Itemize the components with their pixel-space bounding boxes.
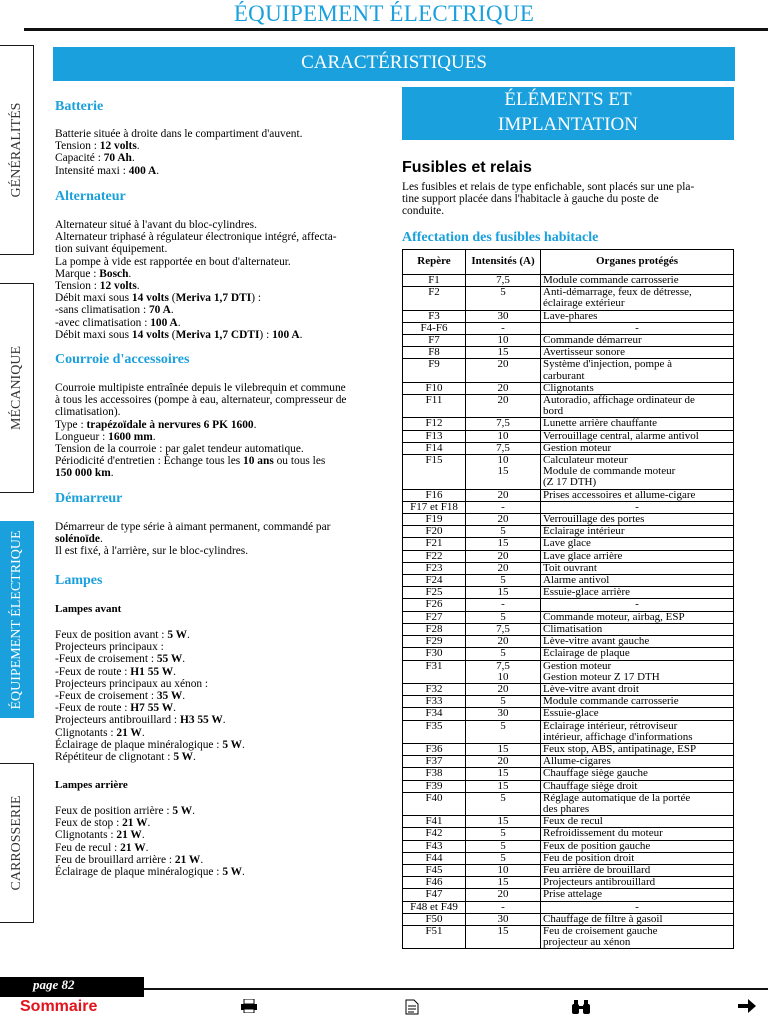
cell-organe: Feu de position droit: [541, 852, 734, 864]
cell-intensite: 20: [466, 683, 541, 695]
cell-organe: Commande démarreur: [541, 335, 734, 347]
cell-intensite: 20: [466, 550, 541, 562]
cell-intensite: 15: [466, 925, 541, 948]
fusibles-subtitle: Affectation des fusibles habitacle: [402, 230, 599, 245]
table-row: [403, 636, 734, 648]
next-arrow-icon[interactable]: [738, 999, 756, 1018]
cell-organe: Toit ouvrant: [541, 562, 734, 574]
table-row: [403, 696, 734, 708]
lamp-line: -Feux de route : H7 55 W.: [55, 702, 176, 715]
table-row: [403, 310, 734, 322]
lamp-line: Feu de recul : 21 W.: [55, 841, 149, 854]
cell-intensite: 7,5: [466, 442, 541, 454]
cell-repere: F33: [403, 696, 466, 708]
table-row: [403, 455, 734, 490]
text-line: Il est fixé, à l'arrière, sur le bloc-cylindres.: [55, 545, 249, 558]
table-row: [403, 538, 734, 550]
cell-intensite: 5: [466, 611, 541, 623]
table-row: [403, 648, 734, 660]
table-row: [403, 347, 734, 359]
cell-organe: Feux de recul: [541, 816, 734, 828]
table-row: [403, 708, 734, 720]
lamp-line: -Feux de route : H1 55 W.: [55, 665, 176, 678]
heading-demarreur: Démarreur: [55, 491, 123, 506]
cell-repere: F28: [403, 623, 466, 635]
cell-organe: Lunette arrière chauffante: [541, 418, 734, 430]
text-line: Batterie située à droite dans le compartiment d'auvent.: [55, 128, 303, 140]
table-row: [403, 430, 734, 442]
text-line: Longueur : 1600 mm.: [55, 430, 156, 443]
table-row: [403, 913, 734, 925]
text-line: conduite.: [402, 205, 445, 218]
subheading-lampes-avant: Lampes avant: [55, 603, 122, 615]
cell-organe: Anti-démarrage, feux de détresse, éclairage extérieur: [541, 287, 734, 310]
binoculars-icon[interactable]: [571, 999, 591, 1020]
cell-intensite: 15: [466, 877, 541, 889]
cell-repere: F4-F6: [403, 322, 466, 334]
table-row: [403, 780, 734, 792]
table-row: [403, 322, 734, 334]
lamp-line: Clignotants : 21 W.: [55, 726, 145, 739]
subheading-lampes-arriere: Lampes arrière: [55, 779, 128, 791]
cell-repere: F11: [403, 395, 466, 418]
text-line: Tension : 12 volts.: [55, 140, 140, 153]
cell-intensite: 10: [466, 335, 541, 347]
cell-intensite: 15: [466, 538, 541, 550]
cell-organe: Prises accessoires et allume-cigare: [541, 489, 734, 501]
banner-line: IMPLANTATION: [498, 114, 638, 135]
cell-repere: F46: [403, 877, 466, 889]
table-row: [403, 623, 734, 635]
cell-organe: Lève-vitre avant gauche: [541, 636, 734, 648]
cell-intensite: 5: [466, 648, 541, 660]
table-row: [403, 901, 734, 913]
cell-organe: Clignotants: [541, 382, 734, 394]
cell-repere: F19: [403, 514, 466, 526]
table-row: [403, 599, 734, 611]
lamp-line: Feux de position avant : 5 W.: [55, 629, 190, 641]
cell-organe: Éclairage de plaque: [541, 648, 734, 660]
cell-organe: Essuie-glace arrière: [541, 587, 734, 599]
cell-intensite: 5: [466, 792, 541, 815]
heading-courroie: Courroie d'accessoires: [55, 352, 190, 367]
table-row: [403, 489, 734, 501]
cell-repere: F37: [403, 756, 466, 768]
cell-repere: F7: [403, 335, 466, 347]
cell-intensite: 30: [466, 310, 541, 322]
batterie-text: [55, 128, 386, 177]
cell-repere: F26: [403, 599, 466, 611]
table-row: [403, 395, 734, 418]
cell-repere: F10: [403, 382, 466, 394]
cell-intensite: -: [466, 322, 541, 334]
text-line: tion suivant équipement.: [55, 243, 168, 256]
cell-organe: Climatisation: [541, 623, 734, 635]
table-row: [403, 359, 734, 382]
cell-organe: Commande moteur, airbag, ESP: [541, 611, 734, 623]
tab-generalites[interactable]: [0, 45, 34, 255]
cell-repere: F34: [403, 708, 466, 720]
cell-organe: -: [541, 901, 734, 913]
table-row: [403, 925, 734, 948]
text-line: à tous les accessoires (pompe à eau, alternateur, compresseur de: [55, 394, 347, 407]
cell-organe: -: [541, 599, 734, 611]
cell-repere: F50: [403, 913, 466, 925]
cell-organe: Feu arrière de brouillard: [541, 864, 734, 876]
cell-organe: -: [541, 322, 734, 334]
text-line: Tension : 12 volts.: [55, 280, 140, 293]
cell-repere: F51: [403, 925, 466, 948]
cell-organe: Lave glace: [541, 538, 734, 550]
lamp-line: Éclairage de plaque minéralogique : 5 W.: [55, 866, 245, 879]
courroie-text: [55, 382, 386, 480]
cell-repere: F27: [403, 611, 466, 623]
text-line: solénoïde.: [55, 533, 103, 546]
cell-organe: Feux stop, ABS, antipatinage, ESP: [541, 743, 734, 755]
cell-intensite: 5: [466, 828, 541, 840]
table-row: [403, 526, 734, 538]
table-row: [403, 514, 734, 526]
table-row: [403, 382, 734, 394]
table-row: [403, 864, 734, 876]
text-line: Alternateur triphasé à régulateur électronique intégré, affecta-: [55, 231, 337, 244]
cell-intensite: 7,5: [466, 418, 541, 430]
table-row: [403, 587, 734, 599]
cell-intensite: 5: [466, 696, 541, 708]
cell-intensite: 20: [466, 382, 541, 394]
table-row: [403, 501, 734, 513]
table-row: [403, 877, 734, 889]
lamp-line: -Feux de croisement : 55 W.: [55, 653, 186, 666]
header-rule: [24, 28, 768, 31]
cell-repere: F42: [403, 828, 466, 840]
cell-intensite: 20: [466, 636, 541, 648]
cell-repere: F29: [403, 636, 466, 648]
page-title: ÉQUIPEMENT ÉLECTRIQUE: [233, 1, 535, 26]
cell-organe: Feu de croisement gauche projecteur au xénon: [541, 925, 734, 948]
text-line: Débit maxi sous 14 volts (Meriva 1,7 CDTI) : 100 A.: [55, 328, 303, 341]
cell-organe: Gestion moteur Gestion moteur Z 17 DTH: [541, 660, 734, 683]
text-line: Courroie multipiste entraînée depuis le vilebrequin et commune: [55, 382, 346, 394]
lamp-line: Feux de stop : 21 W.: [55, 817, 151, 830]
cell-repere: F12: [403, 418, 466, 430]
text-line: Type : trapézoïdale à nervures 6 PK 1600.: [55, 418, 257, 431]
cell-intensite: 15: [466, 768, 541, 780]
cell-intensite: -: [466, 599, 541, 611]
cell-repere: F22: [403, 550, 466, 562]
table-row: [403, 852, 734, 864]
cell-repere: F44: [403, 852, 466, 864]
cell-repere: F1: [403, 275, 466, 287]
tab-label: CARROSSERIE: [8, 795, 24, 891]
cell-organe: Module commande carrosserie: [541, 275, 734, 287]
heading-batterie: Batterie: [55, 99, 104, 114]
cell-intensite: 20: [466, 489, 541, 501]
cell-organe: Calculateur moteur Module de commande moteur (Z 17 DTH): [541, 455, 734, 490]
column-header: Intensités (A): [466, 250, 541, 275]
cell-repere: F3: [403, 310, 466, 322]
cell-intensite: -: [466, 901, 541, 913]
cell-intensite: 5: [466, 840, 541, 852]
cell-intensite: 20: [466, 889, 541, 901]
cell-organe: Avertisseur sonore: [541, 347, 734, 359]
text-line: Les fusibles et relais de type enfichable, sont placés sur une pla-: [402, 181, 695, 193]
fusibles-intro: [402, 181, 734, 218]
cell-organe: Verrouillage des portes: [541, 514, 734, 526]
text-line: Démarreur de type série à aimant permanent, commandé par: [55, 521, 331, 533]
text-line: tine support placée dans l'habitacle à gauche du poste de: [402, 193, 659, 206]
lampes-arriere-list: [55, 805, 386, 878]
cell-organe: Éclairage intérieur, rétroviseur intérieur, affichage d'informations: [541, 720, 734, 743]
text-line: Marque : Bosch.: [55, 267, 132, 280]
demarreur-text: [55, 521, 386, 558]
cell-intensite: 15: [466, 743, 541, 755]
cell-intensite: 15: [466, 816, 541, 828]
cell-organe: Autoradio, affichage ordinateur de bord: [541, 395, 734, 418]
cell-repere: F14: [403, 442, 466, 454]
cell-intensite: 20: [466, 756, 541, 768]
table-row: [403, 889, 734, 901]
cell-repere: F17 et F18: [403, 501, 466, 513]
cell-intensite: 7,5: [466, 275, 541, 287]
text-line: Tension de la courroie : par galet tendeur automatique.: [55, 443, 304, 456]
cell-repere: F21: [403, 538, 466, 550]
cell-organe: Module commande carrosserie: [541, 696, 734, 708]
table-row: [403, 335, 734, 347]
cell-organe: Réglage automatique de la portée des phares: [541, 792, 734, 815]
cell-organe: Alarme antivol: [541, 575, 734, 587]
sommaire-link[interactable]: Sommaire: [20, 998, 98, 1015]
table-row: [403, 756, 734, 768]
cell-repere: F23: [403, 562, 466, 574]
cell-repere: F8: [403, 347, 466, 359]
text-line: Alternateur situé à l'avant du bloc-cylindres.: [55, 219, 257, 231]
lamp-line: Feu de brouillard arrière : 21 W.: [55, 853, 204, 866]
cell-intensite: 5: [466, 720, 541, 743]
cell-repere: F40: [403, 792, 466, 815]
lamp-line: Clignotants : 21 W.: [55, 829, 145, 842]
heading-alternateur: Alternateur: [55, 189, 126, 204]
cell-repere: F2: [403, 287, 466, 310]
fuse-table: [402, 249, 734, 949]
table-row: [403, 768, 734, 780]
cell-organe: Lave glace arrière: [541, 550, 734, 562]
tab-carrosserie[interactable]: [0, 763, 34, 923]
cell-organe: Chauffage siège droit: [541, 780, 734, 792]
lampes-avant-list: [55, 629, 386, 763]
cell-organe: Éclairage intérieur: [541, 526, 734, 538]
elements-banner: [402, 87, 734, 140]
cell-intensite: 10: [466, 864, 541, 876]
cell-repere: F47: [403, 889, 466, 901]
cell-organe: Gestion moteur: [541, 442, 734, 454]
tab-label: GÉNÉRALITÉS: [8, 102, 24, 198]
table-row: [403, 275, 734, 287]
tab-mecanique[interactable]: [0, 283, 34, 493]
table-row: [403, 442, 734, 454]
cell-intensite: 10 15: [466, 455, 541, 490]
text-line: -avec climatisation : 100 A.: [55, 316, 181, 329]
document-icon[interactable]: [405, 999, 419, 1020]
column-header: Repère: [403, 250, 466, 275]
lamp-line: Feux de position arrière : 5 W.: [55, 805, 195, 817]
text-line: Intensité maxi : 400 A.: [55, 164, 160, 177]
cell-intensite: 10: [466, 430, 541, 442]
text-line: climatisation).: [55, 406, 121, 419]
cell-repere: F9: [403, 359, 466, 382]
cell-repere: F15: [403, 455, 466, 490]
lamp-line: Éclairage de plaque minéralogique : 5 W.: [55, 738, 245, 751]
cell-intensite: 30: [466, 708, 541, 720]
table-row: [403, 816, 734, 828]
cell-intensite: 20: [466, 562, 541, 574]
lamp-line: -Feux de croisement : 35 W.: [55, 690, 186, 703]
cell-repere: F39: [403, 780, 466, 792]
cell-intensite: 7,5 10: [466, 660, 541, 683]
fusibles-title: Fusibles et relais: [402, 159, 532, 176]
cell-organe: Allume-cigares: [541, 756, 734, 768]
cell-intensite: 30: [466, 913, 541, 925]
cell-repere: F20: [403, 526, 466, 538]
lamp-line: Projecteurs principaux au xénon :: [55, 677, 209, 690]
text-line: Débit maxi sous 14 volts (Meriva 1,7 DTI) :: [55, 292, 261, 305]
table-row: [403, 840, 734, 852]
cell-intensite: -: [466, 501, 541, 513]
cell-repere: F35: [403, 720, 466, 743]
table-row: [403, 792, 734, 815]
cell-organe: Chauffage siège gauche: [541, 768, 734, 780]
cell-organe: Refroidissement du moteur: [541, 828, 734, 840]
tab-equipement-electrique[interactable]: [0, 521, 34, 718]
cell-organe: Lave-phares: [541, 310, 734, 322]
lamp-line: Projecteurs principaux :: [55, 641, 164, 654]
page-number: page 82: [0, 977, 144, 997]
table-row: [403, 575, 734, 587]
cell-repere: F43: [403, 840, 466, 852]
table-row: [403, 611, 734, 623]
cell-intensite: 15: [466, 780, 541, 792]
cell-repere: F30: [403, 648, 466, 660]
tab-label: MÉCANIQUE: [8, 346, 24, 430]
cell-repere: F36: [403, 743, 466, 755]
lamp-line: Répétiteur de clignotant : 5 W.: [55, 751, 196, 764]
cell-intensite: 20: [466, 359, 541, 382]
cell-repere: F31: [403, 660, 466, 683]
cell-intensite: 7,5: [466, 623, 541, 635]
table-row: [403, 550, 734, 562]
cell-organe: Projecteurs antibrouillard: [541, 877, 734, 889]
table-row: [403, 683, 734, 695]
table-row: [403, 562, 734, 574]
cell-intensite: 20: [466, 395, 541, 418]
cell-organe: Chauffage de filtre à gasoil: [541, 913, 734, 925]
text-line: Capacité : 70 Ah.: [55, 152, 135, 165]
cell-intensite: 5: [466, 575, 541, 587]
cell-intensite: 15: [466, 347, 541, 359]
cell-repere: F32: [403, 683, 466, 695]
cell-repere: F45: [403, 864, 466, 876]
cell-repere: F38: [403, 768, 466, 780]
print-icon[interactable]: [240, 999, 258, 1018]
table-row: [403, 418, 734, 430]
text-line: Périodicité d'entretien : Échange tous les 10 ans ou tous les: [55, 455, 326, 468]
cell-organe: Système d'injection, pompe à carburant: [541, 359, 734, 382]
heading-lampes: Lampes: [55, 573, 103, 588]
column-header: Organes protégés: [541, 250, 734, 275]
text-line: 150 000 km.: [55, 467, 114, 480]
cell-organe: Feux de position gauche: [541, 840, 734, 852]
cell-intensite: 5: [466, 287, 541, 310]
cell-intensite: 5: [466, 526, 541, 538]
lamp-line: Projecteurs antibrouillard : H3 55 W.: [55, 714, 226, 727]
cell-repere: F24: [403, 575, 466, 587]
tab-label: ÉQUIPEMENT ÉLECTRIQUE: [8, 530, 24, 709]
table-row: [403, 828, 734, 840]
table-row: [403, 720, 734, 743]
cell-repere: F25: [403, 587, 466, 599]
text-line: -sans climatisation : 70 A.: [55, 304, 174, 317]
cell-repere: F13: [403, 430, 466, 442]
cell-organe: Lève-vitre avant droit: [541, 683, 734, 695]
cell-repere: F48 et F49: [403, 901, 466, 913]
cell-organe: Verrouillage central, alarme antivol: [541, 430, 734, 442]
cell-repere: F41: [403, 816, 466, 828]
cell-intensite: 20: [466, 514, 541, 526]
table-row: [403, 660, 734, 683]
cell-intensite: 15: [466, 587, 541, 599]
cell-organe: -: [541, 501, 734, 513]
banner-line: ÉLÉMENTS ET: [504, 89, 632, 110]
table-row: [403, 287, 734, 310]
cell-intensite: 5: [466, 852, 541, 864]
table-row: [403, 743, 734, 755]
cell-repere: F16: [403, 489, 466, 501]
cell-organe: Prise attelage: [541, 889, 734, 901]
text-line: La pompe à vide est rapportée en bout d'alternateur.: [55, 255, 291, 268]
alternateur-text: [55, 219, 386, 341]
cell-organe: Essuie-glace: [541, 708, 734, 720]
section-banner: CARACTÉRISTIQUES: [53, 47, 735, 81]
table-header-row: [403, 250, 734, 275]
